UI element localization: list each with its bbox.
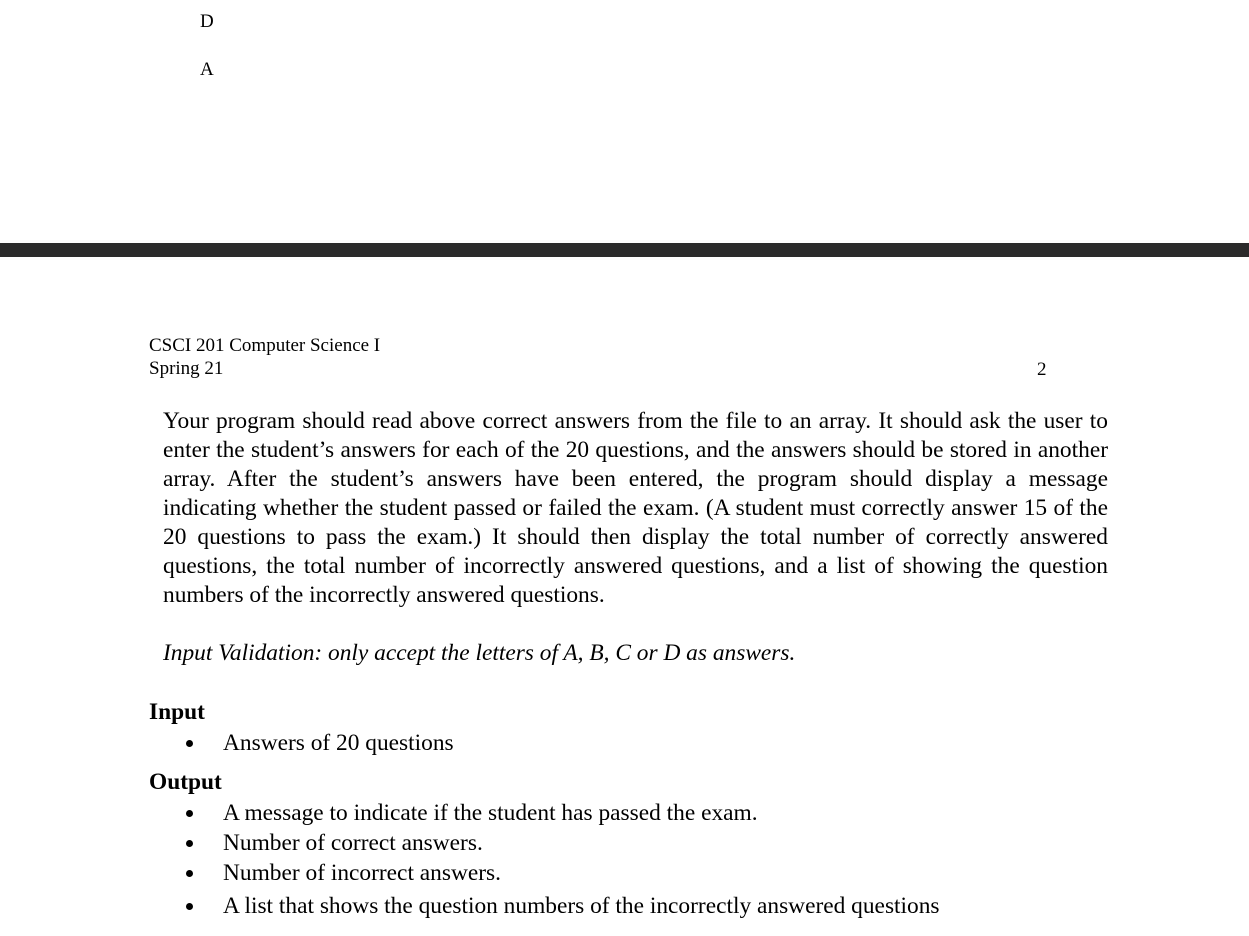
list-item: [149, 798, 940, 828]
list-item: [149, 828, 940, 858]
course-title: CSCI 201 Computer Science I: [149, 335, 381, 356]
previous-page-fragment: [0, 0, 1249, 243]
document-page: [0, 257, 1249, 936]
list-item: [149, 858, 940, 888]
list-item-text: Number of incorrect answers.: [223, 860, 501, 886]
list-item-text: A list that shows the question numbers of the incorrectly answered questions: [223, 893, 940, 919]
list-item-text: Answers of 20 questions: [223, 730, 454, 756]
page-number: 2: [1037, 359, 1047, 380]
list-item: [149, 891, 940, 921]
bullet-icon: [186, 903, 193, 910]
bullet-icon: [186, 810, 193, 817]
list-item-text: A message to indicate if the student has passed the exam.: [223, 800, 758, 826]
output-heading: Output: [149, 769, 222, 795]
list-item: [149, 728, 454, 758]
answer-letter: A: [200, 59, 214, 80]
page-divider: [0, 243, 1249, 257]
output-list: [149, 798, 940, 921]
bullet-icon: [186, 840, 193, 847]
list-item-text: Number of correct answers.: [223, 830, 483, 856]
input-list: [149, 728, 454, 758]
page-header: [149, 334, 380, 380]
answer-letter: D: [200, 11, 214, 32]
input-heading: Input: [149, 699, 205, 725]
input-validation-note: Input Validation: only accept the letters of A, B, C or D as answers.: [163, 640, 796, 666]
bullet-icon: [186, 870, 193, 877]
assignment-description: Your program should read above correct answers from the file to an array. It should ask the user to enter the student’s answers for each of the 20 questions, and the answers should be stored in another array. After the student’s answers have been entered, the program should display a message indicating whether the student passed or failed the exam. (A student must correctly answer 15 of the 20 questions to pass the exam.) It should then display the total number of correctly answered questions, the total number of incorrectly answered questions, and a list of showing the question numbers of the incorrectly answered questions.: [163, 408, 1108, 608]
term-label: Spring 21: [149, 358, 224, 379]
bullet-icon: [186, 740, 193, 747]
